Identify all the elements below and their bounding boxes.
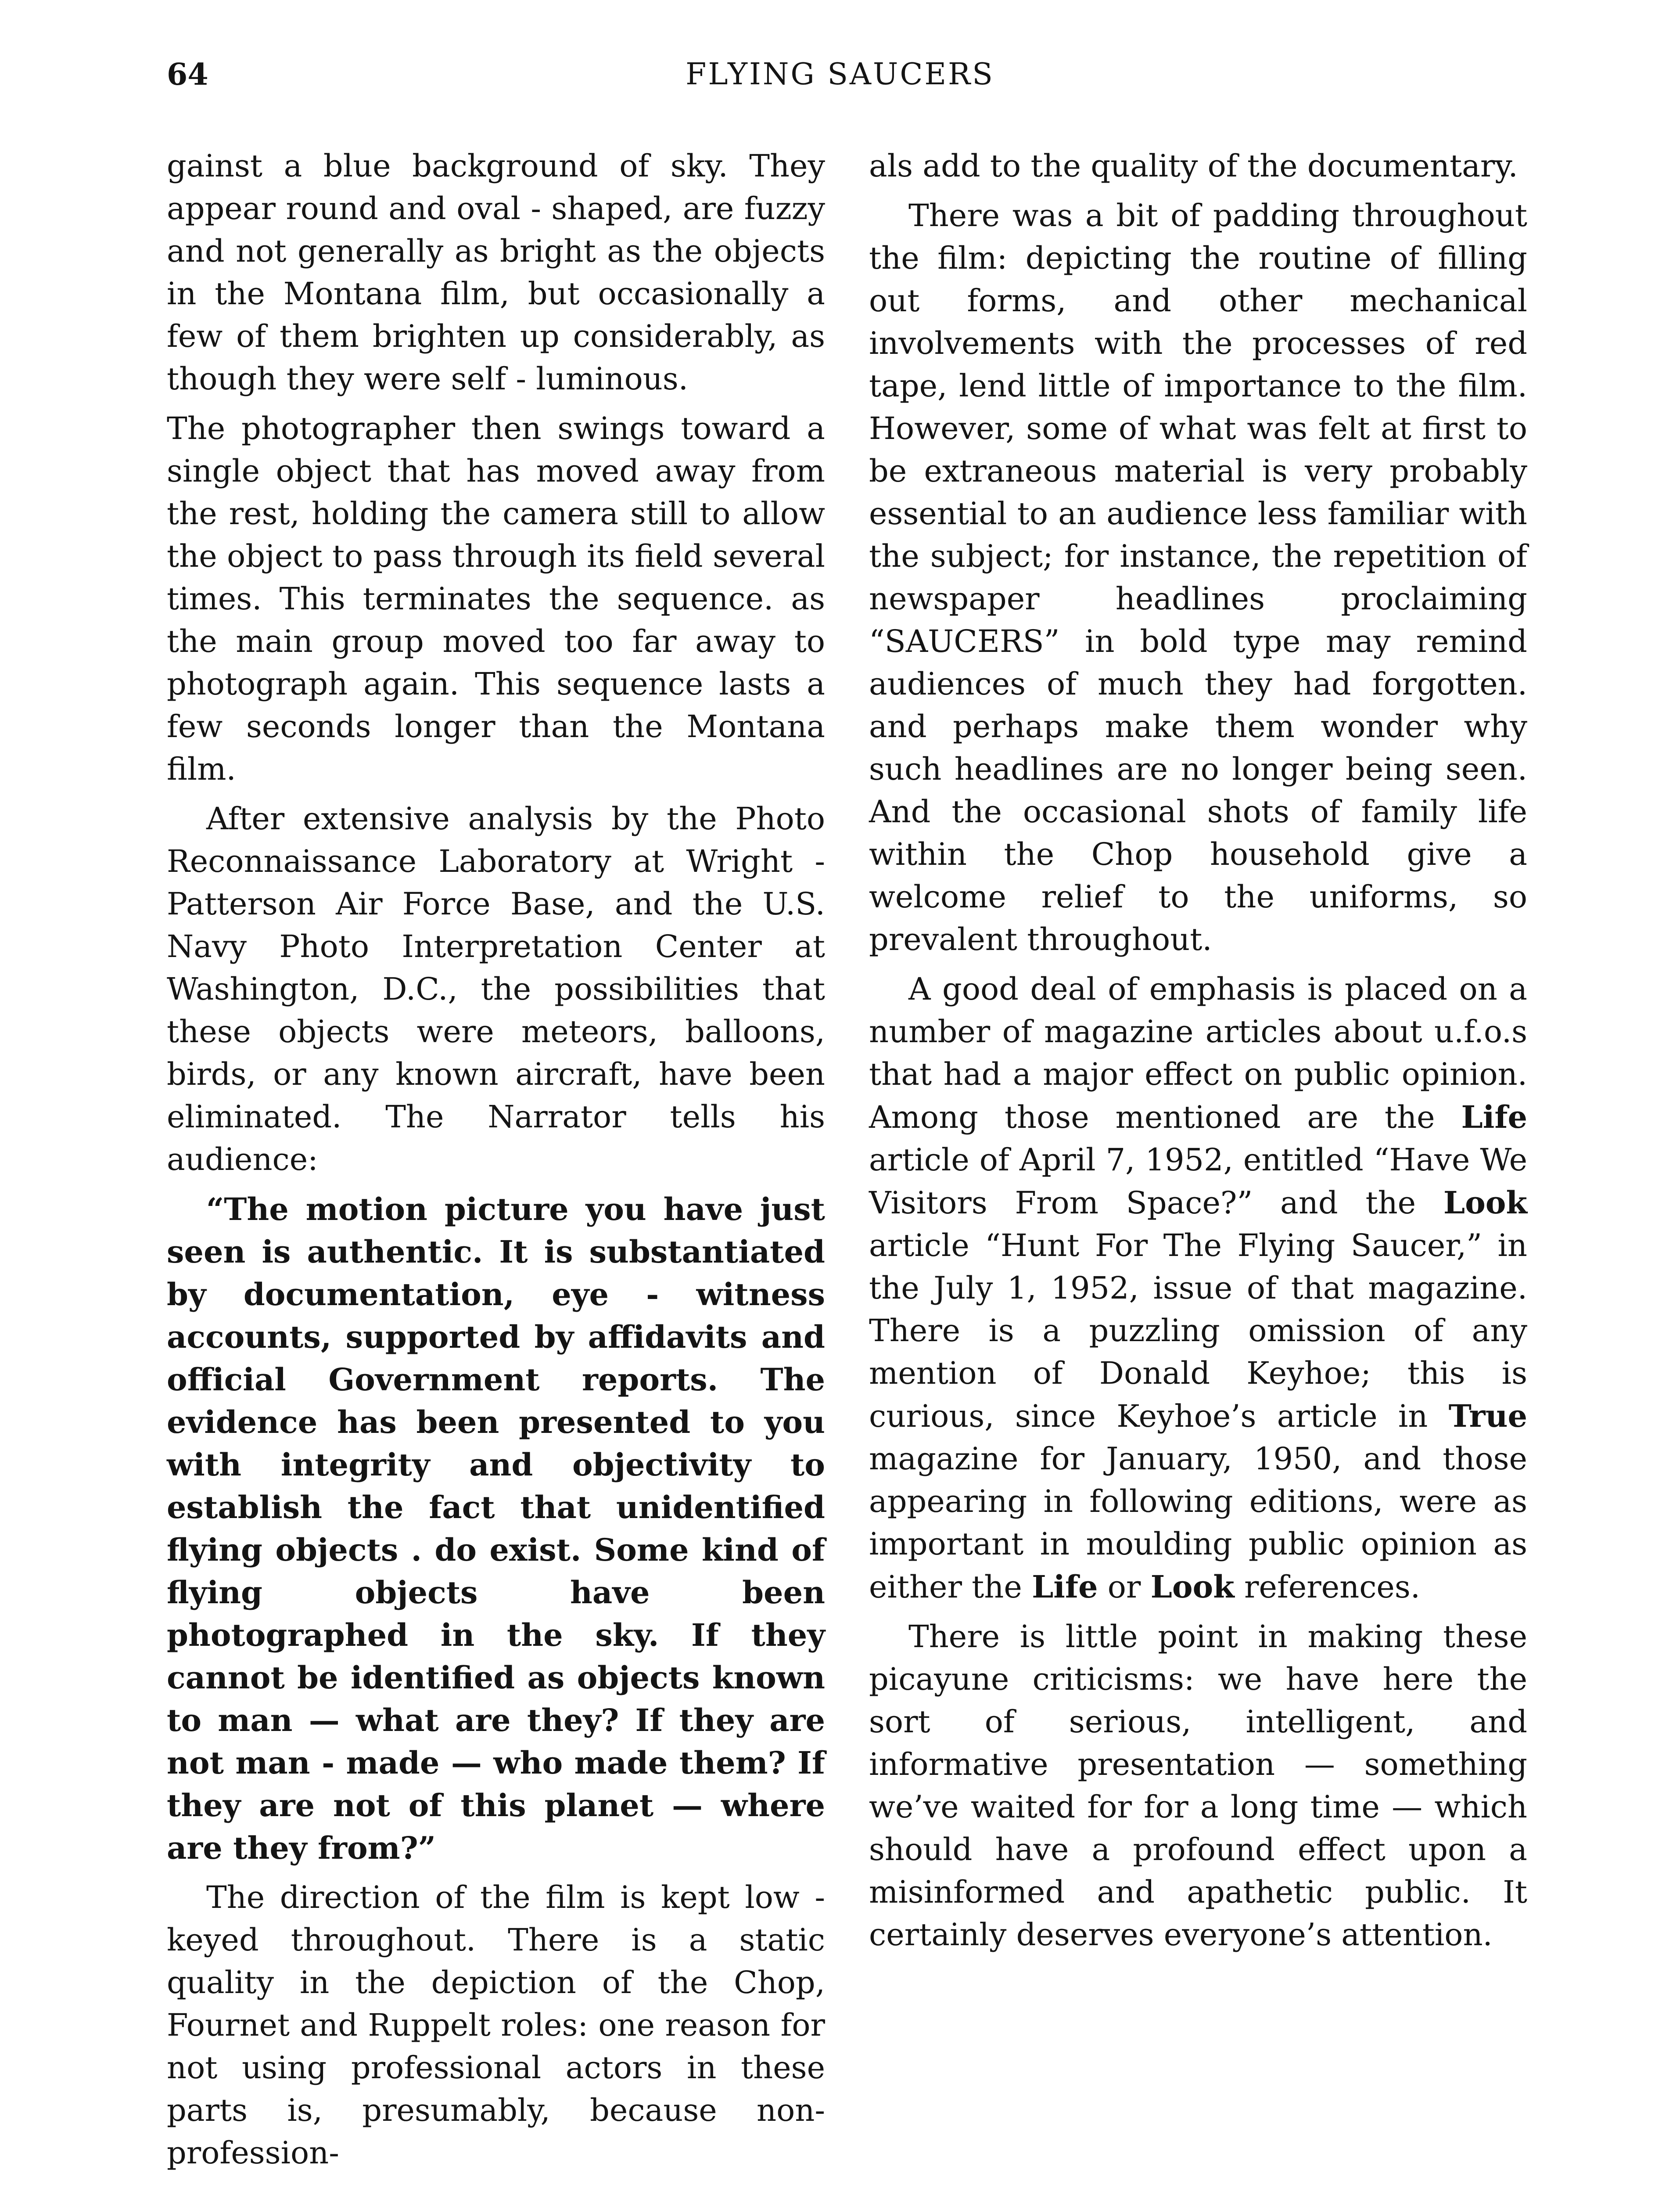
left-column — [167, 145, 825, 2181]
paragraph: als add to the quality of the documentary. — [869, 148, 1518, 184]
narrator-quote: “The motion picture you have just seen is authentic. It is substantiated by documentation, eye - witness accounts, supported by affidavits and official Government reports. The evidence has been presented to you with integrity and objectivity to establish the fact that unidentified flying objects . do exist. Some kind of flying objects have been photographed in the sky. If they cannot be identified as objects known to man — what are they? If they are not man - made — who made them? If they are not of this planet — where are they from?” — [167, 1191, 825, 1866]
paragraph: There was a bit of padding throughout the film: depicting the routine of filling out forms, and other mechanical involvements with the processes of red tape, lend little of importance to the film. However, some of what was felt at first to be extraneous material is very probably essential to an audience less familiar with the subject; for instance, the repetition of newspaper headlines proclaiming “SAUCERS” in bold type may remind audiences of much they had forgotten. and perhaps make them wonder why such headlines are no longer being seen. And the occasional shots of family life within the Chop household give a welcome relief to the uniforms, so prevalent throughout. — [869, 198, 1527, 957]
magazine-title-true: True — [1448, 1398, 1527, 1434]
text-run: article “Hunt For The Flying Saucer,” in the July 1, 1952, issue of that magazine. There is a puzzling omission of any mention of Donald Keyhoe; this is curious, since Keyhoe’s article in — [869, 1227, 1527, 1434]
text-run: A good deal of emphasis is placed on a number of magazine articles about u.f.o.s that had a major effect on public opinion. Among those mentioned are the — [869, 971, 1527, 1135]
page-number: 64 — [167, 57, 208, 92]
page-header — [0, 57, 1680, 110]
text-run: or — [1098, 1569, 1151, 1605]
text-run: references. — [1234, 1569, 1420, 1605]
magazine-title-life: Life — [1461, 1099, 1527, 1135]
right-column — [869, 145, 1527, 1963]
paragraph-magazines — [869, 968, 1527, 1608]
paragraph: There is little point in making these picayune criticisms: we have here the sort of serious, intelligent, and informative presentation — something we’ve waited for for a long time — which should have a profound effect upon a misinformed and apathetic public. It certainly deserves everyone’s attention. — [869, 1619, 1527, 1953]
text-run: magazine for January, 1950, and those appearing in following editions, were as important in moulding public opinion as either the — [869, 1441, 1527, 1605]
running-title: FLYING SAUCERS — [686, 57, 994, 92]
paragraph: After extensive analysis by the Photo Reconnaissance Laboratory at Wright - Patterson Air Force Base, and the U.S. Navy Photo Interpretation Center at Washington, D.C., the possibilities that these objects were meteors, balloons, birds, or any known aircraft, have been eliminated. The Narrator tells his audience: — [167, 801, 825, 1177]
text-run: article of April 7, 1952, entitled “Have We Visitors From Space?” and the — [869, 1142, 1527, 1221]
paragraph: The direction of the film is kept low - keyed throughout. There is a static quality in the depiction of the Chop, Fournet and Ruppelt roles: one reason for not using professional actors in these parts is, presumably, because non-profession- — [167, 1879, 825, 2171]
magazine-title-look: Look — [1443, 1184, 1527, 1221]
paragraph: gainst a blue background of sky. They appear round and oval - shaped, are fuzzy and not generally as bright as the objects in the Montana film, but occasionally a few of them brighten up considerably, as though they were self - luminous. — [167, 148, 825, 397]
paragraph: The photographer then swings toward a single object that has moved away from the rest, holding the camera still to allow the object to pass through its field several times. This terminates the sequence. as the main group moved too far away to photograph again. This sequence lasts a few seconds longer than the Montana film. — [167, 410, 825, 787]
magazine-title-life: Life — [1032, 1569, 1098, 1605]
magazine-title-look: Look — [1150, 1569, 1235, 1605]
